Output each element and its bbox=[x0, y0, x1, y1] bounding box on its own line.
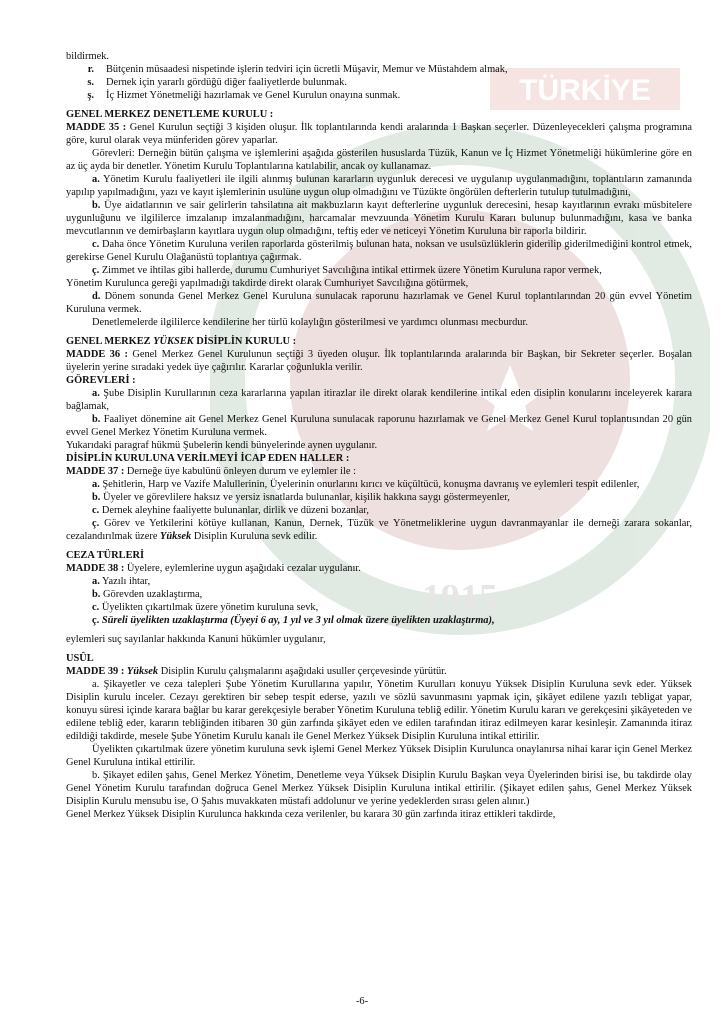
list-item-c1: c. Daha önce Yönetim Kuruluna verilen raporlarda gösterilmiş bulunan hata, noksan ve usulsüzlüklerin giderilip giderilmediğini kontrol etmek, gerekirse Genel Kurulu Olağanüstü toplantıya çağırmak. bbox=[66, 239, 692, 263]
list-item-s: s. Dernek için yararlı gördüğü diğer faaliyetlerde bulunmak. bbox=[87, 77, 347, 88]
list-item-cc3: ç. Görev ve Yetkilerini kötüye kullanan, Kanun, Dernek, Tüzük ve Yönetmeliklerine uygun davranmayanlar ile derneği zarara sokanlar, cezalandırılmak üzere Yüksek Disiplin Kuruluna sevk edilir. bbox=[66, 518, 692, 542]
section-heading-denetleme: GENEL MERKEZ DENETLEME KURULU : bbox=[66, 109, 274, 120]
list-item-b3: b. Üyeler ve görevlilere haksız ve yersiz isnatlarda bulunanlar, kişilik hakkına saygı göstermeyenler, bbox=[92, 492, 510, 503]
watermark-banner-text: TÜRKİYE bbox=[519, 74, 651, 107]
section-heading-ceza: CEZA TÜRLERİ bbox=[66, 550, 145, 561]
list-item-a4: a. Yazılı ihtar, bbox=[92, 576, 151, 587]
list-item-b2: b. Faaliyet dönemine ait Genel Merkez Genel Kuruluna sunulacak raporunu hazırlamak ve Genel Merkez Genel Kurul toplantısından 20 gün evvel Genel Merkez Yönetim Kuruluna vermek. bbox=[66, 414, 692, 438]
list-item-ss: ş. İç Hizmet Yönetmeliği hazırlamak ve Genel Kurulun onayına sunmak. bbox=[87, 90, 401, 101]
closing-line: Genel Merkez Yüksek Disiplin Kurulunca hakkında ceza verilenler, bu karara 30 gün zarfında itiraz ettikleri takdirde, bbox=[66, 809, 556, 820]
list-item-cc1: ç. Zimmet ve ihtilas gibi hallerde, durumu Cumhuriyet Savcılığına intikal ettirmek üzere Yönetim Kuruluna rapor vermek, bbox=[92, 265, 602, 276]
list-item-d1: d. Dönem sonunda Genel Merkez Genel Kuruluna sunulacak raporunu hazırlamak ve Genel Kurul toplantılarından 20 gün evvel Yönetim Kuruluna vermek. bbox=[66, 291, 693, 315]
list-item-cc4: ç. Süreli üyelikten uzaklaştırma (Üyeyi 6 ay, 1 yıl ve 3 yıl olmak üzere üyelikten uzaklaştırma), bbox=[92, 615, 495, 626]
usul-item-b: b. Şikayet edilen şahıs, Genel Merkez Yönetim, Denetleme veya Yüksek Disiplin Kurulu Başkan veya Üyelerinden birisi ise, bu takdirde olay Genel Yönetim Kurulu tarafından doğruca Genel Merkez Yüksek Disiplin Kuruluna intikal ettirilir. (Şikayet edilen şahıs, Genel Merkez Yüksek Disiplin Kurulu mensubu ise, O Şahıs muvakkaten müstafi addolunur ve yerine yedeklerden sırası gelen alınır.) bbox=[66, 770, 692, 807]
list-item-c3: c. Dernek aleyhine faaliyette bulunanlar, dirlik ve düzeni bozanlar, bbox=[92, 505, 370, 516]
madde-36: MADDE 36 : Genel Merkez Genel Kurulunun seçtiği 3 üyeden oluşur. İlk toplantılarında aralarında bir Başkan, bir Sekreter seçerler. Boşalan üyelerin yerine sıradaki yedek üye çağırılır. Kararlar çoğunlukla verilir. bbox=[66, 349, 693, 373]
list-item-r: r. Bütçenin müsaadesi nispetinde işlerin tedviri için ücretli Müşavir, Memur ve Müstahdem almak, bbox=[87, 64, 508, 75]
madde-35: MADDE 35 : Genel Kurulun seçtiği 3 kişiden oluşur. İlk toplantılarında kendi aralarında 1 Başkan seçerler. Düzenleyecekleri çalışma programına göre, kurul olarak veya münferiden görev yaparlar. bbox=[66, 122, 693, 146]
page-number: -6- bbox=[355, 996, 369, 1007]
list-item-c4: c. Üyelikten çıkartılmak üzere yönetim kuruluna sevk, bbox=[92, 602, 319, 613]
document-page bbox=[66, 50, 692, 821]
madde-39: MADDE 39 : Yüksek Disiplin Kurulu çalışmalarını aşağıdaki usuller çerçevesinde yürütür. bbox=[66, 666, 447, 677]
text-line: bildirmek. bbox=[66, 51, 109, 62]
eylemleri-note: eylemleri suç sayılanlar hakkında Kanuni hükümler uygulanır, bbox=[66, 634, 326, 645]
uyelikten-note: Üyelikten çıkartılmak üzere yönetim kuruluna sevk işlemi Genel Merkez Yüksek Disiplin Kurulunca onaylanırsa nihai karar için Genel Merkez Genel Kuruluna intikal ettirilir. bbox=[66, 744, 692, 768]
madde-37: MADDE 37 : Derneğe üye kabulünü önleyen durum ve eylemler ile : bbox=[66, 466, 356, 477]
denetleme-note: Denetlemelerde ilgililerce kendilerine her türlü kolaylığın gösterilmesi ve yardımcı olunması mecburdur. bbox=[92, 317, 528, 328]
gorevleri-paragraph: Görevleri: Derneğin bütün çalışma ve işlemlerini aşağıda gösterilen hususlarda Tüzük, Kanun ve İç Hizmet Yönetmeliği hükümlerine göre en az üç ayda bir denetler. Yönetim Kurulu Toplantılarına katılabilir, ancak oy kullanamaz. bbox=[66, 148, 692, 172]
list-item-a2: a. Şube Disiplin Kurullarının ceza kararlarına yapılan itirazlar ile direkt olarak kendilerine intikal eden disiplin konularını inceleyerek karara bağlamak, bbox=[66, 388, 692, 412]
usul-item-a: a. Şikayetler ve ceza talepleri Şube Yönetim Kurullarına yapılır, Yönetim Kurulları konuyu Yüksek Disiplin Kuruluna sevk eder. Yüksek Disiplin kurulu inceler. Cezayı gerektiren bir sebep tespit ederse, yazılı ve sözlü savunmasını yapmak için, şikâyet edilene yazılı tebligat yapar, konuyu süresi içinde karara bağlar bu karar gerekçesiyle beraber Yönetim Kuruluna tebliğ edilir. Yönetim Kurulu kararı ve gerekçesini şikâyeteden ve edilene tebliğ eder, kararın tebliğinden itibaren 30 gün zarfında şikâyet eden ve edilen tarafından itiraz edilmeyen karar kesinleşir. Zamanında itiraz edildiği takdirde, mesele Şube Yönetim Kurulu kanalı ile Genel Merkez Yüksek Disiplin Kuruluna intikal ettirilir. bbox=[66, 679, 692, 742]
list-item-a3: a. Şehitlerin, Harp ve Vazife Malullerinin, Üyelerinin onurlarını kırıcı ve küçültücü, konuşma davranış ve eylemleri tespit edilenler, bbox=[92, 479, 640, 490]
yukaridaki-note: Yukarıdaki paragraf hükmü Şubelerin kendi bünyelerinde aynen uygulanır. bbox=[66, 440, 378, 451]
list-item-b4: b. Görevden uzaklaştırma, bbox=[92, 589, 203, 600]
watermark-year: 1915 bbox=[422, 577, 498, 619]
madde-38: MADDE 38 : Üyelere, eylemlerine uygun aşağıdaki cezalar uygulanır. bbox=[66, 563, 361, 574]
section-heading-haller: DİSİPLİN KURULUNA VERİLMEYİ İCAP EDEN HALLER : bbox=[66, 453, 350, 464]
section-heading-usul: USÛL bbox=[66, 653, 94, 664]
list-item-b1: b. Üye aidatlarının ve sair gelirlerin tahsilatına ait makbuzların kayıt defterlerine uygunluk derecesini, hesap kayıtlarının evrakı müsbitelere uygunluğunu ve ilgililerce imzalanıp imzalanmadığını, harcamalar mevzuunda Yönetim Kurulu Kararı bulunup bulunmadığını, kasa ve banka mevcutlarının ve demirbaşların kayıtlara uygun olup olmadığını, teftiş eder ve neticeyi Yönetim Kuruluna bir raporla bildirir. bbox=[66, 200, 692, 237]
list-item-cc1-continuation: Yönetim Kurulunca gereği yapılmadığı takdirde direkt olarak Cumhuriyet Savcılığına götürmek, bbox=[66, 278, 469, 289]
gorevleri-heading: GÖREVLERİ : bbox=[66, 375, 136, 386]
list-item-a1: a. Yönetim Kurulu faaliyetleri ile ilgili alınmış bulunan kararların uygunluk derecesi ve uygulanıp uygulanmadığını, toplantıların zamanında yapılıp yapılmadığını, yazı ve kayıt işlemlerinin usulüne uygun olup olmadığını ve Tüzükte öngörülen defterlerin tutulup tutulmadığını, bbox=[66, 174, 692, 198]
section-heading-yuksek-disiplin: GENEL MERKEZ YÜKSEK DİSİPLİN KURULU : bbox=[66, 336, 297, 347]
